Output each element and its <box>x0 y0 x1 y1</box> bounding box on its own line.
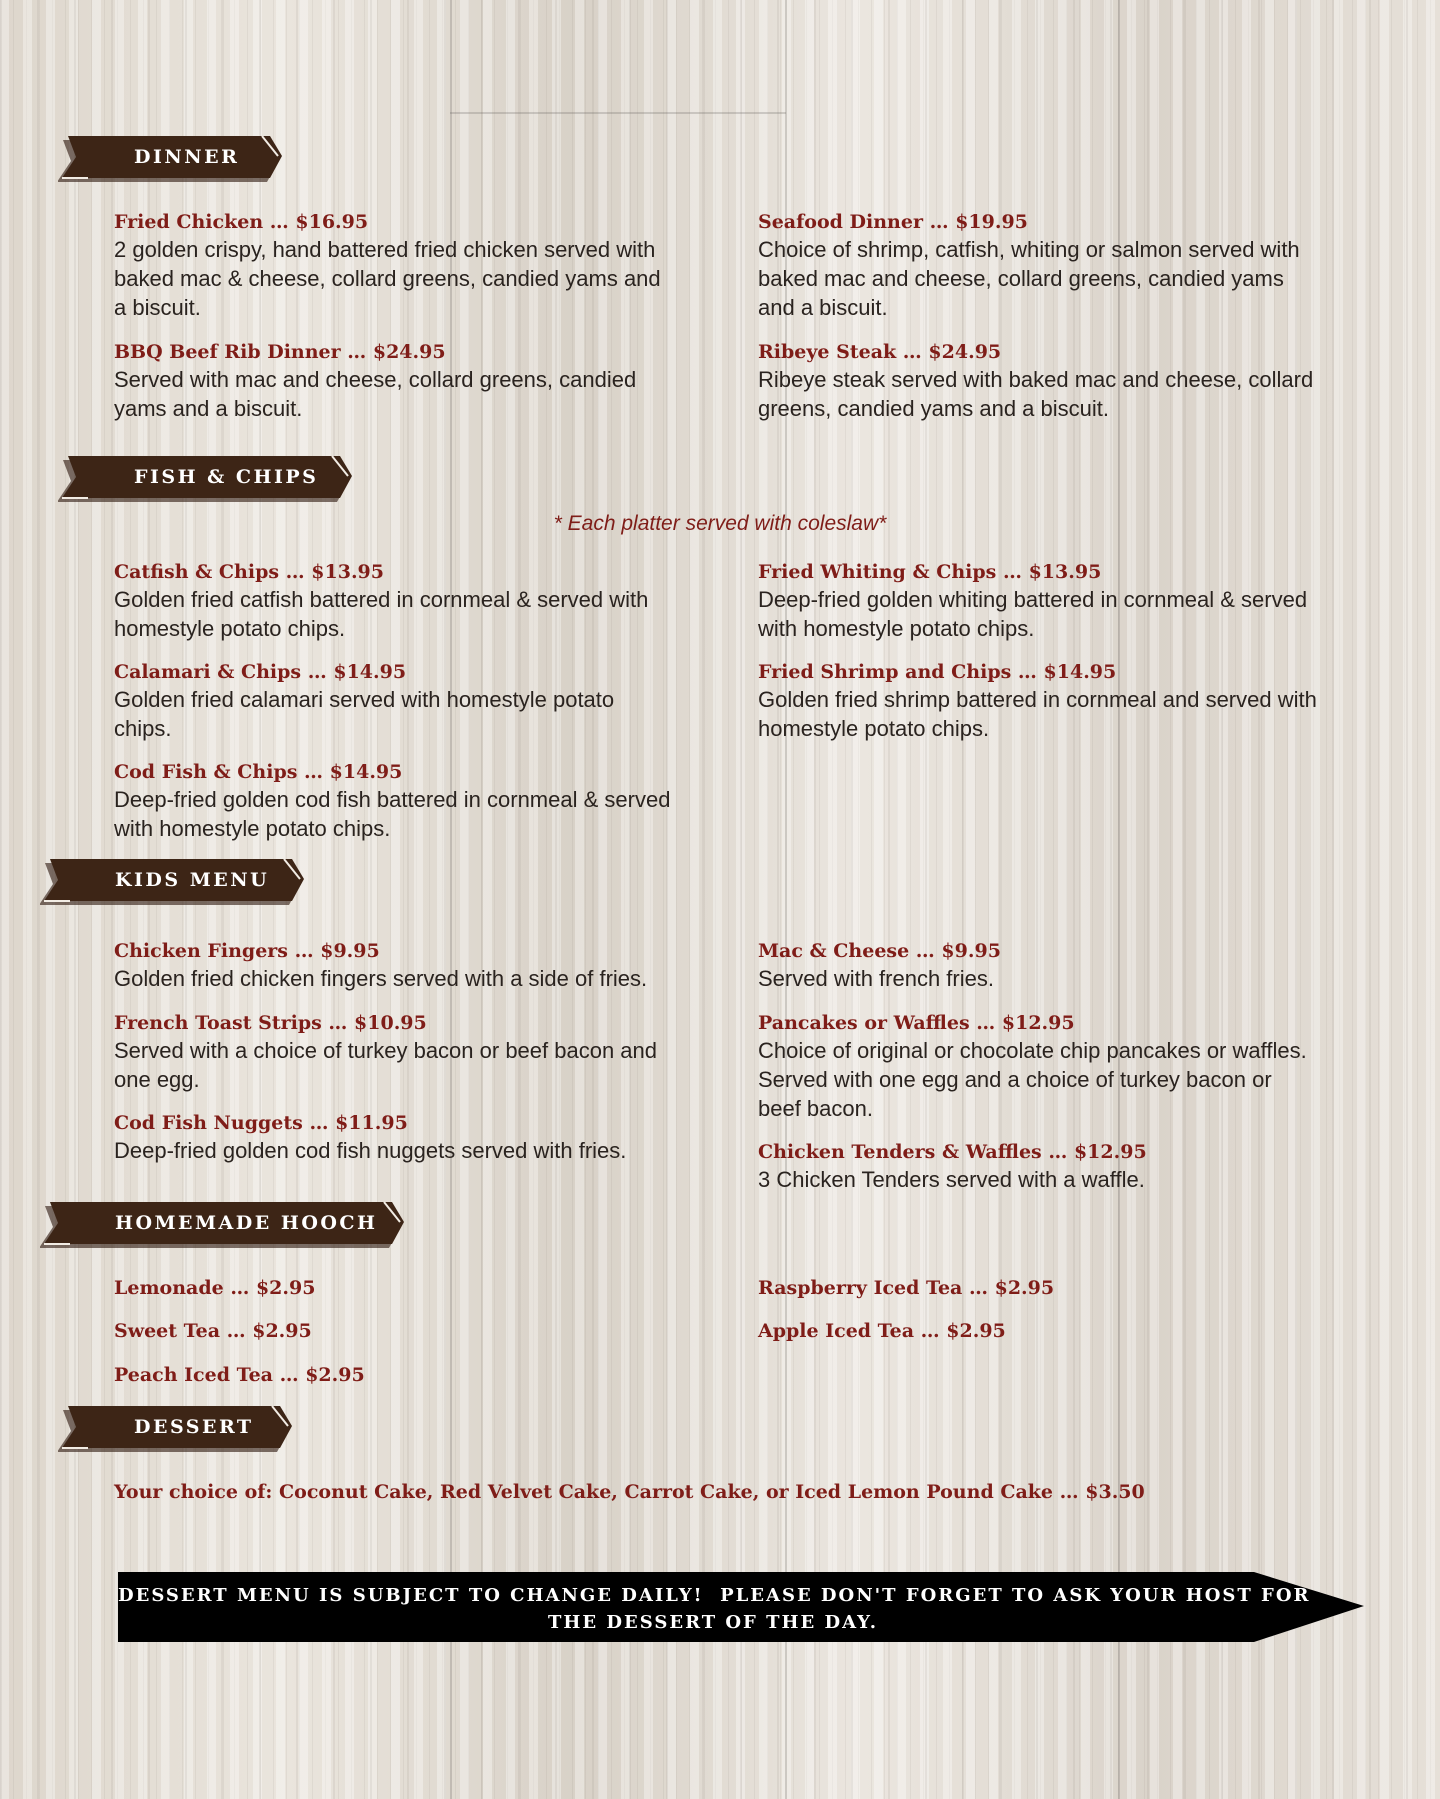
dessert-item <box>114 1479 1314 1505</box>
dessert-notice-line: THE DESSERT OF THE DAY. <box>548 1612 878 1633</box>
drink-item <box>114 1318 674 1344</box>
menu-item-desc: Deep-fried golden cod fish nuggets served with fries. <box>114 1138 627 1163</box>
menu-item-title: Cod Fish Nuggets … $11.95 <box>114 1112 408 1134</box>
menu-item-desc: Choice of shrimp, catfish, whiting or salmon served with baked mac and cheese, collard greens, candied yams and a biscuit. <box>758 237 1300 320</box>
menu-item-desc: Served with a choice of turkey bacon or beef bacon and one egg. <box>114 1038 658 1092</box>
dessert-notice-line: DESSERT MENU IS SUBJECT TO CHANGE DAILY! PLEASE DON'T FORGET TO ASK YOUR HOST FOR <box>118 1585 1311 1606</box>
drink-title: Apple Iced Tea … $2.95 <box>758 1320 1006 1342</box>
menu-item-title: Fried Shrimp and Chips … $14.95 <box>758 661 1117 683</box>
menu-item-desc: 2 golden crispy, hand battered fried chicken served with baked mac & cheese, collard greens, candied yams and a biscuit. <box>114 237 661 320</box>
drink-item <box>114 1362 674 1388</box>
drink-title: Peach Iced Tea … $2.95 <box>114 1364 365 1386</box>
menu-item-desc: Choice of original or chocolate chip pancakes or waffles. Served with one egg and a choice of turkey bacon or beef bacon. <box>758 1038 1307 1121</box>
menu-item-title: Chicken Fingers … $9.95 <box>114 940 380 962</box>
menu-item-title: BBQ Beef Rib Dinner … $24.95 <box>114 341 446 363</box>
drink-title: Lemonade … $2.95 <box>114 1277 316 1299</box>
section-title-homemade-hooch: HOMEMADE HOOCH <box>115 1212 378 1234</box>
menu-item-title: French Toast Strips … $10.95 <box>114 1012 427 1034</box>
menu-item-desc: Golden fried shrimp battered in cornmeal and served with homestyle potato chips. <box>758 687 1317 741</box>
menu-item <box>114 559 674 643</box>
menu-item-title: Calamari & Chips … $14.95 <box>114 661 407 683</box>
menu-item <box>758 659 1318 743</box>
dessert-notice-banner <box>118 1572 1364 1642</box>
drink-item <box>758 1318 1318 1344</box>
menu-item <box>114 659 674 743</box>
menu-item-title: Chicken Tenders & Waffles … $12.95 <box>758 1141 1147 1163</box>
menu-item <box>758 209 1318 322</box>
drink-title: Sweet Tea … $2.95 <box>114 1320 312 1342</box>
menu-item-title: Pancakes or Waffles … $12.95 <box>758 1012 1075 1034</box>
drink-item <box>758 1275 1318 1301</box>
menu-item <box>758 1139 1318 1194</box>
menu-item-title: Seafood Dinner … $19.95 <box>758 211 1028 233</box>
section-banner-dinner <box>58 134 283 180</box>
menu-item <box>114 1110 674 1165</box>
menu-item-title: Mac & Cheese … $9.95 <box>758 940 1001 962</box>
drink-title: Raspberry Iced Tea … $2.95 <box>758 1277 1055 1299</box>
section-title-kids-menu: KIDS MENU <box>115 869 270 891</box>
menu-item-desc: 3 Chicken Tenders served with a waffle. <box>758 1167 1145 1192</box>
menu-item-title: Fried Whiting & Chips … $13.95 <box>758 561 1102 583</box>
menu-item-desc: Served with mac and cheese, collard greens, candied yams and a biscuit. <box>114 367 637 421</box>
section-banner-fish-chips <box>58 454 353 500</box>
section-banner-homemade-hooch <box>40 1200 405 1246</box>
section-banner-dessert <box>58 1404 293 1450</box>
menu-item-desc: Golden fried chicken fingers served with a side of fries. <box>114 966 648 991</box>
menu-item-desc: Golden fried catfish battered in cornmeal & served with homestyle potato chips. <box>114 587 649 641</box>
menu-item <box>114 339 674 423</box>
menu-item-title: Fried Chicken … $16.95 <box>114 211 369 233</box>
menu-item <box>758 1010 1318 1123</box>
menu-item <box>114 1010 674 1094</box>
menu-item-desc: Golden fried calamari served with homestyle potato chips. <box>114 687 615 741</box>
drink-item <box>114 1275 674 1301</box>
section-title-dinner: DINNER <box>134 146 240 168</box>
menu-item <box>758 559 1318 643</box>
menu-item-desc: Ribeye steak served with baked mac and cheese, collard greens, candied yams and a biscuit. <box>758 367 1314 421</box>
dessert-line: Your choice of: Coconut Cake, Red Velvet Cake, Carrot Cake, or Iced Lemon Pound Cake … $3.50 <box>114 1481 1145 1503</box>
section-title-dessert: DESSERT <box>134 1416 254 1438</box>
menu-item <box>114 938 674 993</box>
menu-item <box>114 209 674 322</box>
wood-plank-line <box>450 112 786 114</box>
menu-item-title: Ribeye Steak … $24.95 <box>758 341 1002 363</box>
dessert-notice-text <box>118 1582 1311 1636</box>
menu-item-desc: Deep-fried golden whiting battered in cornmeal & served with homestyle potato chips. <box>758 587 1308 641</box>
menu-item <box>758 938 1318 993</box>
menu-item-title: Catfish & Chips … $13.95 <box>114 561 384 583</box>
section-title-fish-chips: FISH & CHIPS <box>134 466 319 488</box>
menu-item-desc: Served with french fries. <box>758 966 994 991</box>
coleslaw-note: * Each platter served with coleslaw* <box>553 512 887 535</box>
menu-item-title: Cod Fish & Chips … $14.95 <box>114 761 403 783</box>
menu-item <box>758 339 1318 423</box>
menu-item <box>114 759 674 843</box>
menu-item-desc: Deep-fried golden cod fish battered in cornmeal & served with homestyle potato chips. <box>114 787 671 841</box>
section-banner-kids-menu <box>40 857 305 903</box>
